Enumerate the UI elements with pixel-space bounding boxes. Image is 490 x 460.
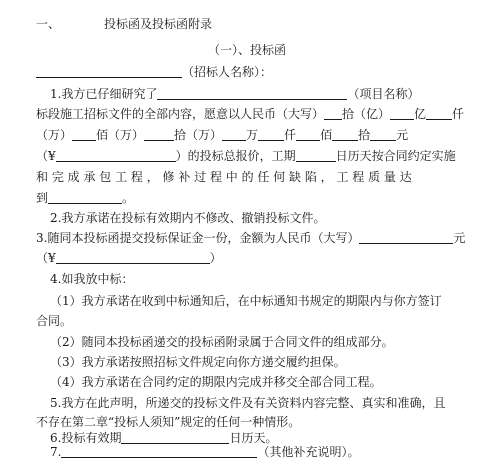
item-5-line-1: 5.我方在此声明，所递交的投标文件及有关资料内容完整、真实和准确，且 <box>50 396 446 410</box>
item-1-line-5: 和 完 成 承 包 工 程 ， 修 补 过 程 中 的 任 何 缺 陷 ， 工 程 质 量 达 <box>36 170 412 184</box>
item-7: 7. （其他补充说明）。 <box>50 445 360 459</box>
item-3-line-2: （¥ ） <box>36 251 222 265</box>
item-1-line-6: 到 。 <box>36 191 135 205</box>
supplement-blank[interactable] <box>61 444 257 458</box>
item-4-sub-3: （3）我方承诺按照招标文件规定向你方递交履约担保。 <box>50 355 346 369</box>
item-1-line-2: 标段施工招标文件的全部内容，愿意以人民币（大写） 拾（亿） 亿 仟 <box>36 107 465 121</box>
subtitle: （一）、投标函 <box>208 43 287 57</box>
item-1-line-3: （万） 佰（万） 拾（万） 万 仟 佰 拾 元 <box>36 128 409 142</box>
item-4-title: 4.如我放中标： <box>50 272 134 286</box>
item-4-sub-4: （4）我方承诺在合同约定的期限内完成并移交全部合同工程。 <box>50 375 382 389</box>
item-1-line-1: 1.我方已仔细研究了 （项目名称） <box>50 87 420 101</box>
item-4-sub-2: （2）随同本投标函递交的投标函附录属于合同文件的组成部分。 <box>50 335 394 349</box>
section-number: 一、 <box>36 17 61 31</box>
item-5-line-2: 不存在第二章“投标人须知”规定的任何一种情形。 <box>36 415 301 429</box>
bond-amount-blank[interactable] <box>359 230 453 244</box>
item-6: 6.投标有效期 日历天。 <box>50 431 278 445</box>
tenderee-name-blank[interactable] <box>36 64 182 78</box>
item-2: 2.我方承诺在投标有效期内不修改、撤销投标文件。 <box>50 211 326 225</box>
duration-blank[interactable] <box>296 148 336 162</box>
item-4-sub-1-line-1: （1）我方承诺在收到中标通知后，在中标通知书规定的期限内与你方签订 <box>50 294 442 308</box>
quality-blank[interactable] <box>48 190 122 204</box>
bond-figure-blank[interactable] <box>56 250 210 264</box>
item-3-line-1: 3.随同本投标函提交投标保证金一份，金额为人民币（大写） 元 <box>36 231 466 245</box>
item-4-sub-1-line-2: 合同。 <box>36 314 73 328</box>
section-heading <box>36 16 212 32</box>
total-price-figure-blank[interactable] <box>56 148 176 162</box>
project-name-blank[interactable] <box>157 86 347 100</box>
validity-days-blank[interactable] <box>121 430 229 444</box>
section-title: 投标函及投标函附录 <box>104 17 213 31</box>
addressee-line: （招标人名称）： <box>36 64 272 80</box>
item-1-line-4: （¥ ）的投标总报价，工期 日历天按合同约定实施 <box>36 149 456 163</box>
